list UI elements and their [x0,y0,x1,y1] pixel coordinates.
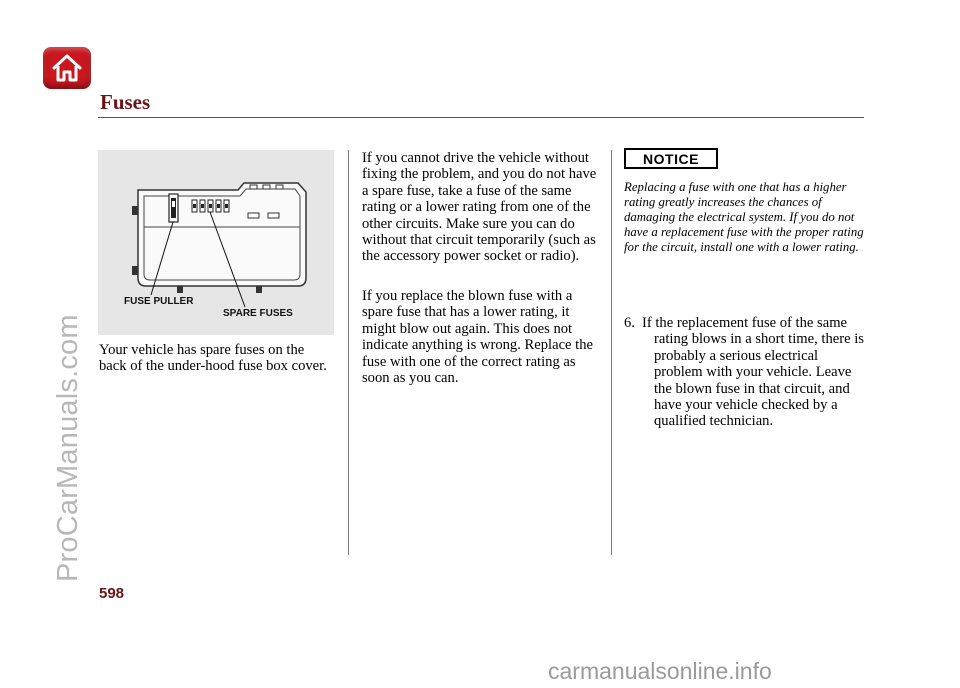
side-watermark: ProCarManuals.com [52,314,84,582]
column-divider-right [611,150,612,555]
bottom-watermark: carmanualsonline.info [548,658,772,684]
step-6 [624,315,866,430]
page-number: 598 [99,585,125,602]
fuse-puller-label: FUSE PULLER [124,296,194,307]
home-button[interactable] [43,47,91,89]
spare-fuses-paragraph: Your vehicle has spare fuses on the back of the under-hood fuse box cover. [99,342,327,375]
fuse-box-cover-illustration [98,150,334,335]
step-text: rating blows in a short time, there is probably a serious electrical problem with your vehicle. Leave the blown fuse in that circuit, and have your vehicle checked by a qualified technician. [654,331,864,430]
notice-label: NOTICE [626,150,716,167]
fuse-box-cover-figure [98,150,334,335]
header-rule [98,117,864,118]
borrow-fuse-paragraph: If you cannot drive the vehicle without fixing the problem, and you do not have a spare fuse, take a fuse of the same rating or a lower rating from one of the other circuits. Make sure you can do without that circuit temporarily (such as the accessory power socket or radio). [362,150,597,265]
step-first-line: If the replacement fuse of the same [642,315,848,331]
lower-rating-paragraph: If you replace the blown fuse with a spare fuse that has a lower rating, it might blow out again. This does not indicate anything is wrong. Replace the fuse with one of the correct rating as soon as you can. [362,288,593,387]
section-title: Fuses [100,90,151,114]
spare-fuses-label: SPARE FUSES [223,308,293,319]
step-number: 6. [624,315,635,331]
notice-text: Replacing a fuse with one that has a higher rating greatly increases the chances of damaging the electrical system. If you do not have a replacement fuse with the proper rating for the circuit, install one with a lower rating. [624,180,864,254]
notice-badge [624,148,718,169]
home-icon [51,52,83,84]
column-divider-left [348,150,349,555]
